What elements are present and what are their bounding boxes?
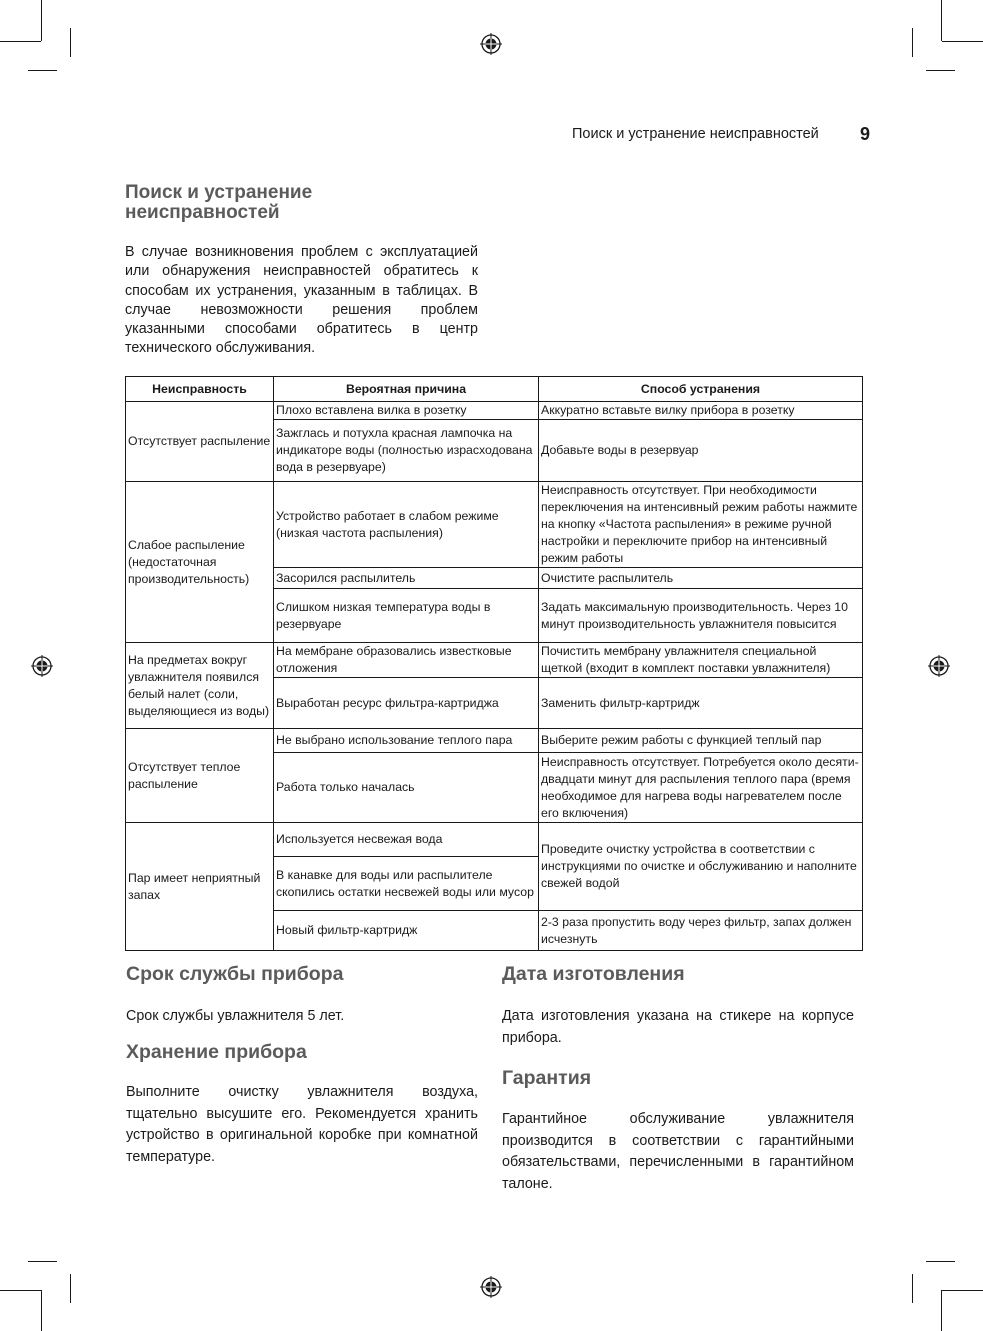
cause-cell: Засорился распылитель: [274, 568, 539, 589]
running-header: [570, 124, 870, 146]
solution-cell: Неисправность отсутствует. Потребуется около десяти-двадцати минут для распыления теплого пара (время необходимое для нагрева воды нагревателем после его включения): [539, 753, 863, 823]
column-header: Способ устранения: [539, 377, 863, 402]
troubleshooting-table: [125, 376, 863, 951]
solution-cell: Очистите распылитель: [539, 568, 863, 589]
crop-mark: [28, 70, 57, 71]
table-row: [126, 643, 863, 678]
warranty-heading: Гарантия: [502, 1067, 592, 1089]
problem-cell: Отсутствует распыление: [126, 402, 274, 482]
crop-mark: [0, 41, 41, 42]
crop-mark: [28, 1261, 57, 1262]
crop-mark: [41, 0, 42, 41]
intro-paragraph: В случае возникновения проблем с эксплуатацией или обнаружения неисправностей обратитесь к способам их устранения, указанным в таблицах. В случае невозможности решения проблем указанными способами обратитесь в центр технического обслуживания.: [125, 244, 478, 357]
header-section-title: Поиск и устранение неисправностей: [572, 126, 819, 142]
crop-mark: [942, 1290, 983, 1291]
manufacture-date-text: Дата изготовления указана на стикере на корпусе прибора.: [502, 1008, 854, 1046]
page-title: Поиск и устранение неисправностей: [125, 182, 313, 223]
table-row: [126, 482, 863, 568]
crop-mark: [0, 1290, 41, 1291]
crop-mark: [941, 1290, 942, 1331]
crop-mark: [942, 41, 983, 42]
cause-cell: Новый фильтр-картридж: [274, 911, 539, 951]
cause-cell: Используется несвежая вода: [274, 823, 539, 857]
storage-text: Выполните очистку увлажнителя воздуха, тщательно высушите его. Рекомендуется хранить устройство в оригинальной коробке при комнатной температуре.: [126, 1084, 478, 1165]
solution-cell: Выберите режим работы с функцией теплый пар: [539, 729, 863, 753]
cause-cell: Работа только началась: [274, 753, 539, 823]
crop-mark: [70, 28, 71, 57]
cause-cell: В канавке для воды или распылителе скопились остатки несвежей воды или мусор: [274, 857, 539, 911]
crop-mark: [41, 1290, 42, 1331]
problem-cell: На предметах вокруг увлажнителя появился белый налет (соли, выделяющиеся из воды): [126, 643, 274, 729]
cause-cell: На мембране образовались известковые отложения: [274, 643, 539, 678]
solution-cell: Добавьте воды в резервуар: [539, 420, 863, 482]
cause-cell: Зажглась и потухла красная лампочка на индикаторе воды (полностью израсходована вода в резервуаре): [274, 420, 539, 482]
table-row: [126, 402, 863, 420]
table-header-row: [126, 377, 863, 402]
solution-cell: Проведите очистку устройства в соответствии с инструкциями по очистке и обслуживанию и наполните свежей водой: [539, 823, 863, 911]
crop-mark: [926, 70, 955, 71]
cause-cell: Не выбрано использование теплого пара: [274, 729, 539, 753]
problem-cell: Слабое распыление (недостаточная производительность): [126, 482, 274, 643]
crop-mark: [912, 28, 913, 57]
solution-cell: 2-3 раза пропустить воду через фильтр, запах должен исчезнуть: [539, 911, 863, 951]
column-header: Неисправность: [126, 377, 274, 402]
registration-mark-icon: [480, 1276, 502, 1298]
table-row: [126, 823, 863, 857]
problem-cell: Отсутствует теплое распыление: [126, 729, 274, 823]
solution-cell: Неисправность отсутствует. При необходимости переключения на интенсивный режим работы нажмите на кнопку «Частота распыления» в режиме ручной настройки и переключите прибор на интенсивный режим работы: [539, 482, 863, 568]
column-header: Вероятная причина: [274, 377, 539, 402]
crop-mark: [912, 1274, 913, 1303]
registration-mark-icon: [928, 655, 950, 677]
table-row: [126, 729, 863, 753]
solution-cell: Заменить фильтр-картридж: [539, 678, 863, 729]
warranty-text: Гарантийное обслуживание увлажнителя производится в соответствии с гарантийными обязательствами, перечисленными в гарантийном талоне.: [502, 1111, 854, 1192]
crop-mark: [70, 1274, 71, 1303]
solution-cell: Задать максимальную производительность. Через 10 минут производительность увлажнителя повысится: [539, 589, 863, 643]
crop-mark: [941, 0, 942, 41]
solution-cell: Аккуратно вставьте вилку прибора в розетку: [539, 402, 863, 420]
crop-mark: [926, 1261, 955, 1262]
cause-cell: Плохо вставлена вилка в розетку: [274, 402, 539, 420]
manufacture-date-heading: Дата изготовления: [502, 963, 685, 985]
service-life-text: Срок службы увлажнителя 5 лет.: [126, 1008, 345, 1024]
cause-cell: Выработан ресурс фильтра-картриджа: [274, 678, 539, 729]
cause-cell: Слишком низкая температура воды в резервуаре: [274, 589, 539, 643]
page-number: 9: [859, 124, 870, 144]
registration-mark-icon: [480, 33, 502, 55]
registration-mark-icon: [31, 655, 53, 677]
storage-heading: Хранение прибора: [126, 1041, 307, 1063]
cause-cell: Устройство работает в слабом режиме (низкая частота распыления): [274, 482, 539, 568]
solution-cell: Почистить мембрану увлажнителя специальной щеткой (входит в комплект поставки увлажнителя): [539, 643, 863, 678]
service-life-heading: Срок службы прибора: [126, 963, 344, 985]
problem-cell: Пар имеет неприятный запах: [126, 823, 274, 951]
